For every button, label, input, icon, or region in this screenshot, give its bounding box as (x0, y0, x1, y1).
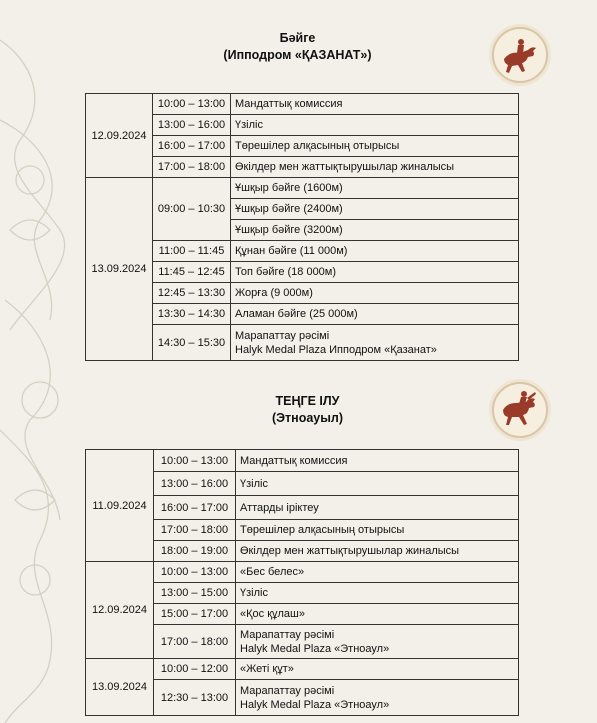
event-cell: «Жеті құт» (236, 659, 519, 680)
section1-heading (180, 30, 415, 64)
horse-rider-icon (492, 382, 548, 438)
time-cell: 10:00 – 13:00 (154, 562, 236, 583)
time-cell: 15:00 – 17:00 (154, 604, 236, 625)
event-cell: Марапаттау рәсімі Halyk Medal Plaza «Этноаул» (236, 680, 519, 716)
event-cell: Ұшқыр бәйге (3200м) (231, 220, 519, 241)
event-cell: Жорға (9 000м) (231, 283, 519, 304)
section2-title: ТЕҢГЕ ІЛУ (275, 394, 340, 408)
section2-schedule-table (85, 449, 519, 716)
date-cell: 12.09.2024 (86, 94, 153, 178)
table-row (86, 94, 519, 115)
event-cell: Өкілдер мен жаттықтырушылар жиналысы (236, 541, 519, 562)
event-cell: Мандаттық комиссия (236, 450, 519, 472)
time-cell: 09:00 – 10:30 (153, 178, 231, 241)
event-cell: Топ бәйге (18 000м) (231, 262, 519, 283)
time-cell: 17:00 – 18:00 (154, 520, 236, 541)
time-cell: 17:00 – 18:00 (153, 157, 231, 178)
event-cell: Марапаттау рәсімі Halyk Medal Plaza «Этноаул» (236, 625, 519, 659)
time-cell: 16:00 – 17:00 (154, 496, 236, 520)
table-row (86, 659, 519, 680)
ornament-decoration (0, 0, 80, 723)
section2-subtitle: (Этноауыл) (271, 411, 344, 425)
time-cell: 17:00 – 18:00 (154, 625, 236, 659)
date-cell: 13.09.2024 (86, 178, 153, 361)
event-cell: «Қос құлаш» (236, 604, 519, 625)
horse-racing-icon (492, 27, 548, 83)
event-cell: Аттарды іріктеу (236, 496, 519, 520)
time-cell: 13:00 – 16:00 (153, 115, 231, 136)
section2-heading (190, 393, 425, 427)
table-row (86, 562, 519, 583)
date-cell: 13.09.2024 (86, 659, 154, 716)
table-row (86, 450, 519, 472)
time-cell: 11:00 – 11:45 (153, 241, 231, 262)
date-cell: 11.09.2024 (86, 450, 154, 562)
section1-subtitle: (Ипподром «ҚАЗАНАТ») (223, 48, 372, 62)
event-cell: Үзіліс (236, 472, 519, 496)
event-cell: Ұшқыр бәйге (1600м) (231, 178, 519, 199)
time-cell: 12:30 – 13:00 (154, 680, 236, 716)
time-cell: 13:00 – 16:00 (154, 472, 236, 496)
section1-schedule-table (85, 93, 519, 361)
event-cell: Аламан бәйге (25 000м) (231, 304, 519, 325)
event-cell: Төрешілер алқасының отырысы (236, 520, 519, 541)
time-cell: 12:45 – 13:30 (153, 283, 231, 304)
time-cell: 13:30 – 14:30 (153, 304, 231, 325)
event-cell: Құнан бәйге (11 000м) (231, 241, 519, 262)
time-cell: 18:00 – 19:00 (154, 541, 236, 562)
time-cell: 11:45 – 12:45 (153, 262, 231, 283)
event-cell: Марапаттау рәсімі Halyk Medal Plaza Ипподром «Қазанат» (231, 325, 519, 361)
date-cell: 12.09.2024 (86, 562, 154, 659)
time-cell: 10:00 – 13:00 (154, 450, 236, 472)
event-cell: «Бес белес» (236, 562, 519, 583)
time-cell: 13:00 – 15:00 (154, 583, 236, 604)
event-cell: Мандаттық комиссия (231, 94, 519, 115)
time-cell: 16:00 – 17:00 (153, 136, 231, 157)
event-cell: Үзіліс (236, 583, 519, 604)
table-row (86, 178, 519, 199)
event-cell: Өкілдер мен жаттықтырушылар жиналысы (231, 157, 519, 178)
section1-title: Бәйге (279, 31, 316, 45)
time-cell: 10:00 – 13:00 (153, 94, 231, 115)
event-cell: Ұшқыр бәйге (2400м) (231, 199, 519, 220)
event-cell: Төрешілер алқасының отырысы (231, 136, 519, 157)
time-cell: 14:30 – 15:30 (153, 325, 231, 361)
time-cell: 10:00 – 12:00 (154, 659, 236, 680)
event-cell: Үзіліс (231, 115, 519, 136)
